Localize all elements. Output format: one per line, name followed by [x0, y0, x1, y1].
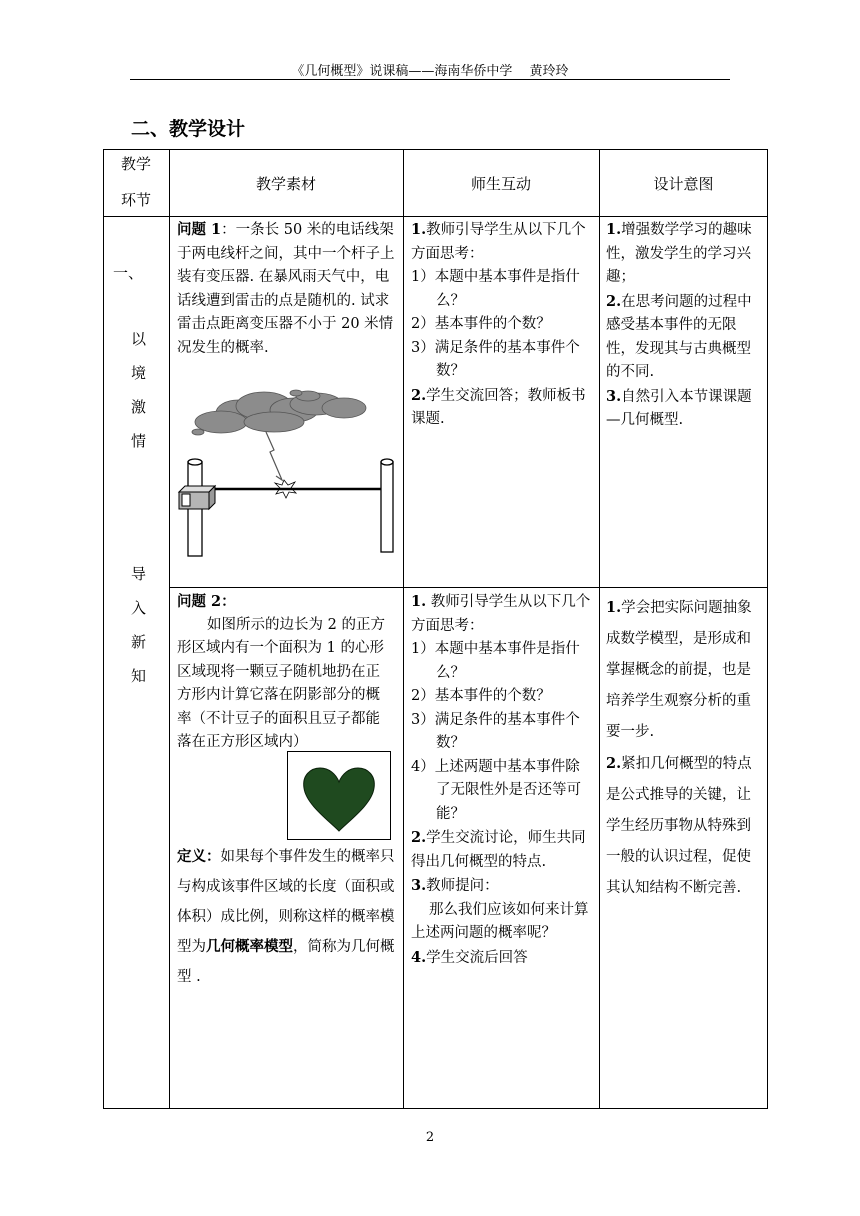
item-text: 学会把实际问题抽象成数学模型，是形成和掌握概念的前提，也是培养学生观察分析的重要一步.: [606, 600, 752, 740]
page-header: 《几何概型》说课稿——海南华侨中学 黄玲玲: [291, 64, 569, 79]
lightning-bolt-icon: [266, 432, 282, 480]
stage-number: 一、: [113, 264, 144, 282]
intent-1-item: [606, 218, 762, 290]
problem-2: [177, 590, 397, 755]
header-stage-line2: 环节: [120, 191, 151, 209]
item-number: 1.: [411, 593, 427, 610]
item-number: 3.: [606, 387, 622, 405]
interaction-1-item: [411, 384, 593, 432]
item-number: 2.: [411, 386, 427, 404]
item-text: 在思考问题的过程中感受基本事件的无限性，发现其与古典概型的不同.: [606, 293, 752, 380]
interaction-2-item: [411, 899, 593, 946]
item-number: 1.: [411, 221, 427, 238]
column-divider: [169, 150, 170, 1108]
item-number: 1.: [606, 599, 622, 616]
intent-1-item: [606, 290, 762, 385]
problem-1-label: 问题 1: [177, 221, 222, 238]
item-number: 1.: [606, 221, 622, 238]
stage-char: 情: [131, 432, 147, 450]
item-number: 3）: [411, 339, 435, 356]
stage-char: 境: [131, 364, 147, 382]
lightning-pole-illustration: [176, 388, 398, 560]
item-text: 教师引导学生从以下几个方面思考：: [411, 222, 586, 262]
definition-term: 几何概率模型: [206, 938, 293, 955]
definition-text-end: ，简称为几何概型 .: [177, 939, 395, 985]
item-number: 2.: [606, 292, 622, 310]
item-text: 学生交流讨论，师生共同得出几何概型的特点.: [411, 830, 586, 870]
problem-1-text: ：一条长 50 米的电话线架于两电线杆之间，其中一个杆子上装有变压器. 在暴风雨天气中，电话线遭到雷击的点是随机的. 试求雷击点距离变压器不小于 20 米情况发生的概率.: [177, 222, 395, 356]
interaction-2-item: [411, 826, 593, 874]
header-interaction: 师生互动: [470, 175, 531, 193]
item-text: 增强数学学习的趣味性，激发学生的学习兴趣；: [606, 222, 752, 285]
item-text: 那么我们应该如何来计算上述两问题的概率呢？: [411, 901, 589, 941]
stage-char: 知: [131, 667, 147, 685]
item-number: 3）: [411, 711, 435, 728]
interaction-2-item: [411, 709, 593, 756]
row-divider: [169, 587, 767, 588]
definition-text: 如果每个事件发生的概率只与构成该事件区域的长度（面积或体积）成比例，则称这样的概率模型为: [177, 849, 395, 955]
item-number: 1）: [411, 641, 435, 657]
interaction-2-item: [411, 590, 593, 638]
section-title: 二、教学设计: [131, 118, 246, 140]
interaction-1-item: [411, 313, 593, 337]
stage-char: 新: [131, 633, 147, 651]
item-text: 上述两题中基本事件除了无限性外是否还等可能？: [434, 758, 581, 822]
item-number: 2）: [411, 688, 435, 704]
item-text: 基本事件的个数？: [434, 316, 551, 332]
page-number: 2: [425, 1130, 435, 1145]
header-stage-line1: 教学: [120, 155, 151, 173]
item-number: 1）: [411, 269, 435, 285]
item-text: 满足条件的基本事件个数？: [434, 711, 580, 751]
item-text: 学生交流回答；教师板书课题.: [411, 387, 586, 427]
heart-icon: [288, 752, 390, 839]
item-text: 紧扣几何概型的特点是公式推导的关键，让学生经历事物从特殊到一般的认识过程，促使其认知结构不断完善.: [606, 756, 752, 896]
item-text: 自然引入本节课课题—几何概型.: [606, 388, 752, 428]
item-text: 教师提问：: [426, 878, 499, 894]
definition: [177, 842, 397, 992]
item-number: 2.: [411, 829, 427, 846]
item-number: 2）: [411, 316, 435, 332]
stage-char: 导: [131, 565, 147, 583]
header-intent: 设计意图: [653, 175, 714, 193]
problem-1: [177, 218, 397, 360]
transformer-icon: [179, 486, 215, 509]
problem-2-body: 如图所示的边长为 2 的正方形区域内有一个面积为 1 的心形区域现将一颗豆子随机地扔在正方形内计算它落在阴影部分的概率（不计豆子的面积且豆子都能落在正方形区域内）: [177, 616, 385, 750]
interaction-1-item: [411, 266, 593, 313]
stage-char: 以: [131, 330, 147, 348]
stage-char: 激: [131, 398, 147, 416]
column-divider: [599, 150, 600, 1108]
intent-2: [606, 592, 762, 904]
square-region: [287, 751, 391, 840]
item-number: 3.: [411, 877, 427, 894]
header-rule: [130, 79, 730, 80]
interaction-2-item: [411, 685, 593, 709]
item-text: 教师引导学生从以下几个方面思考：: [411, 594, 591, 634]
interaction-2-item: [411, 756, 593, 827]
item-text: 本题中基本事件是指什么？: [434, 269, 580, 309]
definition-label: 定义：: [177, 848, 221, 865]
row-divider: [104, 216, 767, 217]
pole-right: [381, 459, 393, 552]
item-text: 满足条件的基本事件个数？: [434, 339, 580, 379]
item-text: 本题中基本事件是指什么？: [434, 641, 580, 681]
interaction-2: [411, 590, 593, 970]
header-material: 教学素材: [255, 175, 316, 193]
item-text: 学生交流后回答: [426, 949, 528, 966]
interaction-2-item: [411, 874, 593, 899]
problem-2-text: [177, 614, 391, 755]
interaction-1-item: [411, 337, 593, 384]
intent-1: [606, 218, 762, 433]
stage-char: 入: [131, 599, 147, 617]
item-number: 4.: [411, 948, 427, 966]
interaction-1-item: [411, 218, 593, 266]
item-number: 4）: [411, 758, 435, 775]
problem-2-label: 问题 2：: [177, 593, 236, 610]
interaction-2-item: [411, 638, 593, 685]
interaction-2-item: [411, 946, 593, 971]
interaction-1: [411, 218, 593, 432]
intent-2-item: [606, 748, 762, 904]
item-text: 基本事件的个数？: [434, 688, 551, 704]
intent-1-item: [606, 385, 762, 433]
intent-2-item: [606, 592, 762, 748]
column-divider: [403, 150, 404, 1108]
storm-cloud-icon: [192, 390, 366, 435]
item-number: 2.: [606, 755, 622, 772]
